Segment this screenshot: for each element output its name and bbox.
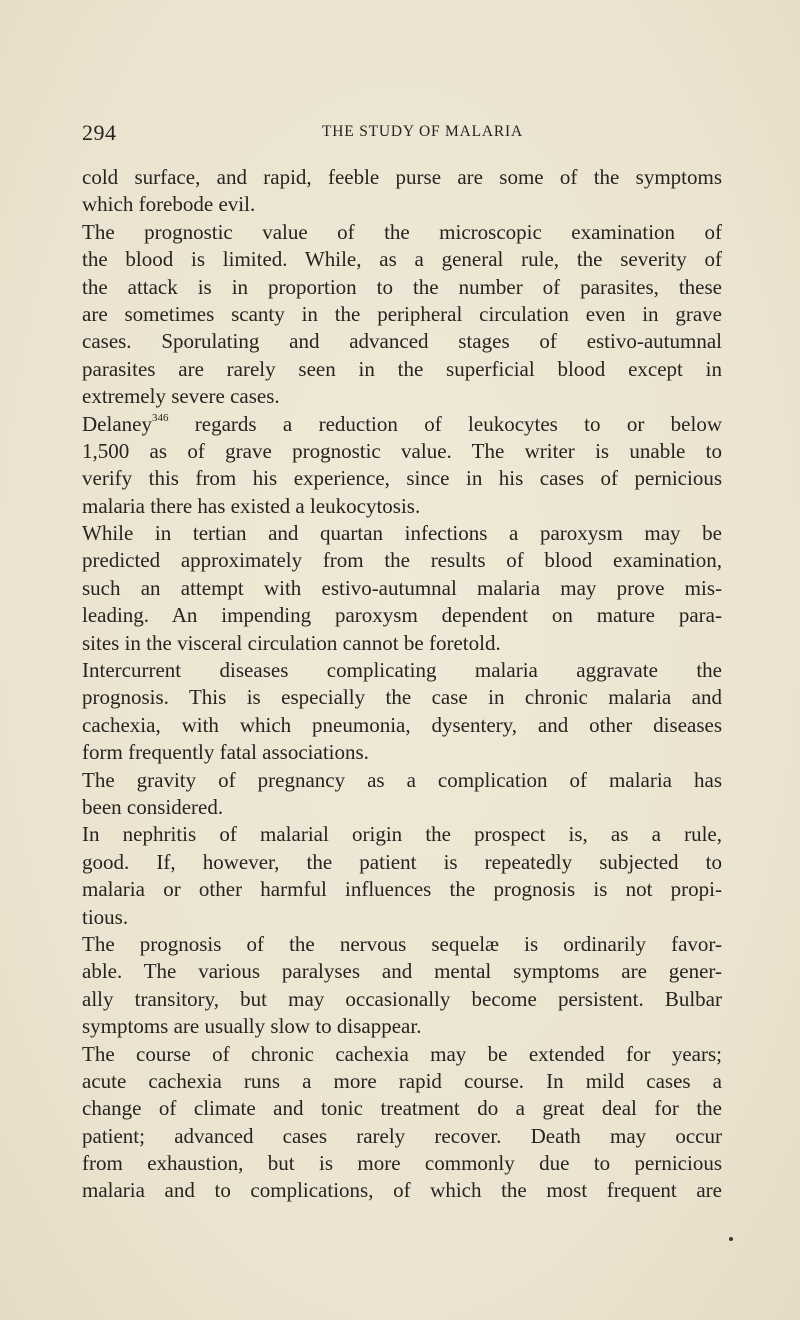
text-line: cold surface, and rapid, feeble purse are some of the symptoms bbox=[82, 165, 722, 189]
text-line: cachexia, with which pneumonia, dysentery, and other diseases bbox=[82, 712, 722, 737]
text-line: change of climate and tonic treatment do a great deal for the bbox=[82, 1096, 722, 1121]
text-line: been considered. bbox=[82, 794, 224, 819]
text-line: prognosis. This is especially the case in chronic malaria and bbox=[82, 685, 722, 710]
text-line: patient; advanced cases rarely recover. Death may occur bbox=[82, 1123, 722, 1148]
text-line: are sometimes scanty in the peripheral circulation even in grave bbox=[82, 301, 722, 326]
text-line: which forebode evil. bbox=[82, 192, 256, 217]
body-text bbox=[82, 164, 722, 1205]
text-line bbox=[82, 411, 722, 438]
text-line: from exhaustion, but is more commonly due to pernicious bbox=[82, 1151, 722, 1176]
text-line: malaria and to complications, of which the most frequent are bbox=[82, 1178, 722, 1203]
text-line: malaria or other harmful influences the prognosis is not propi- bbox=[82, 877, 722, 902]
text-line: Intercurrent diseases complicating malaria aggravate the bbox=[82, 658, 722, 683]
text-line: While in tertian and quartan infections a paroxysm may be bbox=[82, 521, 722, 546]
text-line: predicted approximately from the results of blood examination, bbox=[82, 548, 722, 573]
text-line: good. If, however, the patient is repeatedly subjected to bbox=[82, 849, 722, 874]
text-line: The prognosis of the nervous sequelæ is ordinarily favor- bbox=[82, 931, 722, 956]
text-line: extremely severe cases. bbox=[82, 384, 280, 409]
text-line: able. The various paralyses and mental symptoms are gener- bbox=[82, 959, 722, 984]
text-line: acute cachexia runs a more rapid course. In mild cases a bbox=[82, 1068, 722, 1093]
running-head bbox=[82, 120, 722, 144]
text-line: such an attempt with estivo-autumnal malaria may prove mis- bbox=[82, 575, 722, 600]
text-line: 1,500 as of grave prognostic value. The writer is unable to bbox=[82, 438, 722, 463]
text-line: malaria there has existed a leukocytosis. bbox=[82, 493, 421, 518]
text-line: ally transitory, but may occasionally become persistent. Bulbar bbox=[82, 986, 722, 1011]
text-line: The gravity of pregnancy as a complication of malaria has bbox=[82, 767, 722, 792]
text-line: the attack is in proportion to the number of parasites, these bbox=[82, 274, 722, 299]
text-line: leading. An impending paroxysm dependent on mature para- bbox=[82, 603, 722, 628]
text-line: parasites are rarely seen in the superficial blood except in bbox=[82, 356, 722, 381]
text-line: form frequently fatal associations. bbox=[82, 740, 369, 765]
reference-superscript: 346 bbox=[151, 411, 169, 424]
text-line: sites in the visceral circulation cannot be foretold. bbox=[82, 630, 501, 655]
page-number: 294 bbox=[82, 120, 117, 145]
text-line: The prognostic value of the microscopic examination of bbox=[82, 219, 722, 244]
text-line: the blood is limited. While, as a general rule, the severity of bbox=[82, 247, 722, 272]
line-text-rest: regards a reduction of leukocytes to or below bbox=[168, 411, 722, 436]
text-line: symptoms are usually slow to disappear. bbox=[82, 1014, 422, 1039]
running-title: THE STUDY OF MALARIA bbox=[322, 123, 523, 140]
line-text-start: Delaney bbox=[82, 411, 152, 436]
text-line: verify this from his experience, since in his cases of pernicious bbox=[82, 466, 722, 491]
text-line: In nephritis of malarial origin the prospect is, as a rule, bbox=[82, 822, 722, 847]
text-line: cases. Sporulating and advanced stages of estivo-autumnal bbox=[82, 329, 722, 354]
text-line: The course of chronic cachexia may be extended for years; bbox=[82, 1041, 722, 1066]
text-line: tious. bbox=[82, 904, 129, 929]
margin-mark bbox=[729, 1237, 733, 1241]
